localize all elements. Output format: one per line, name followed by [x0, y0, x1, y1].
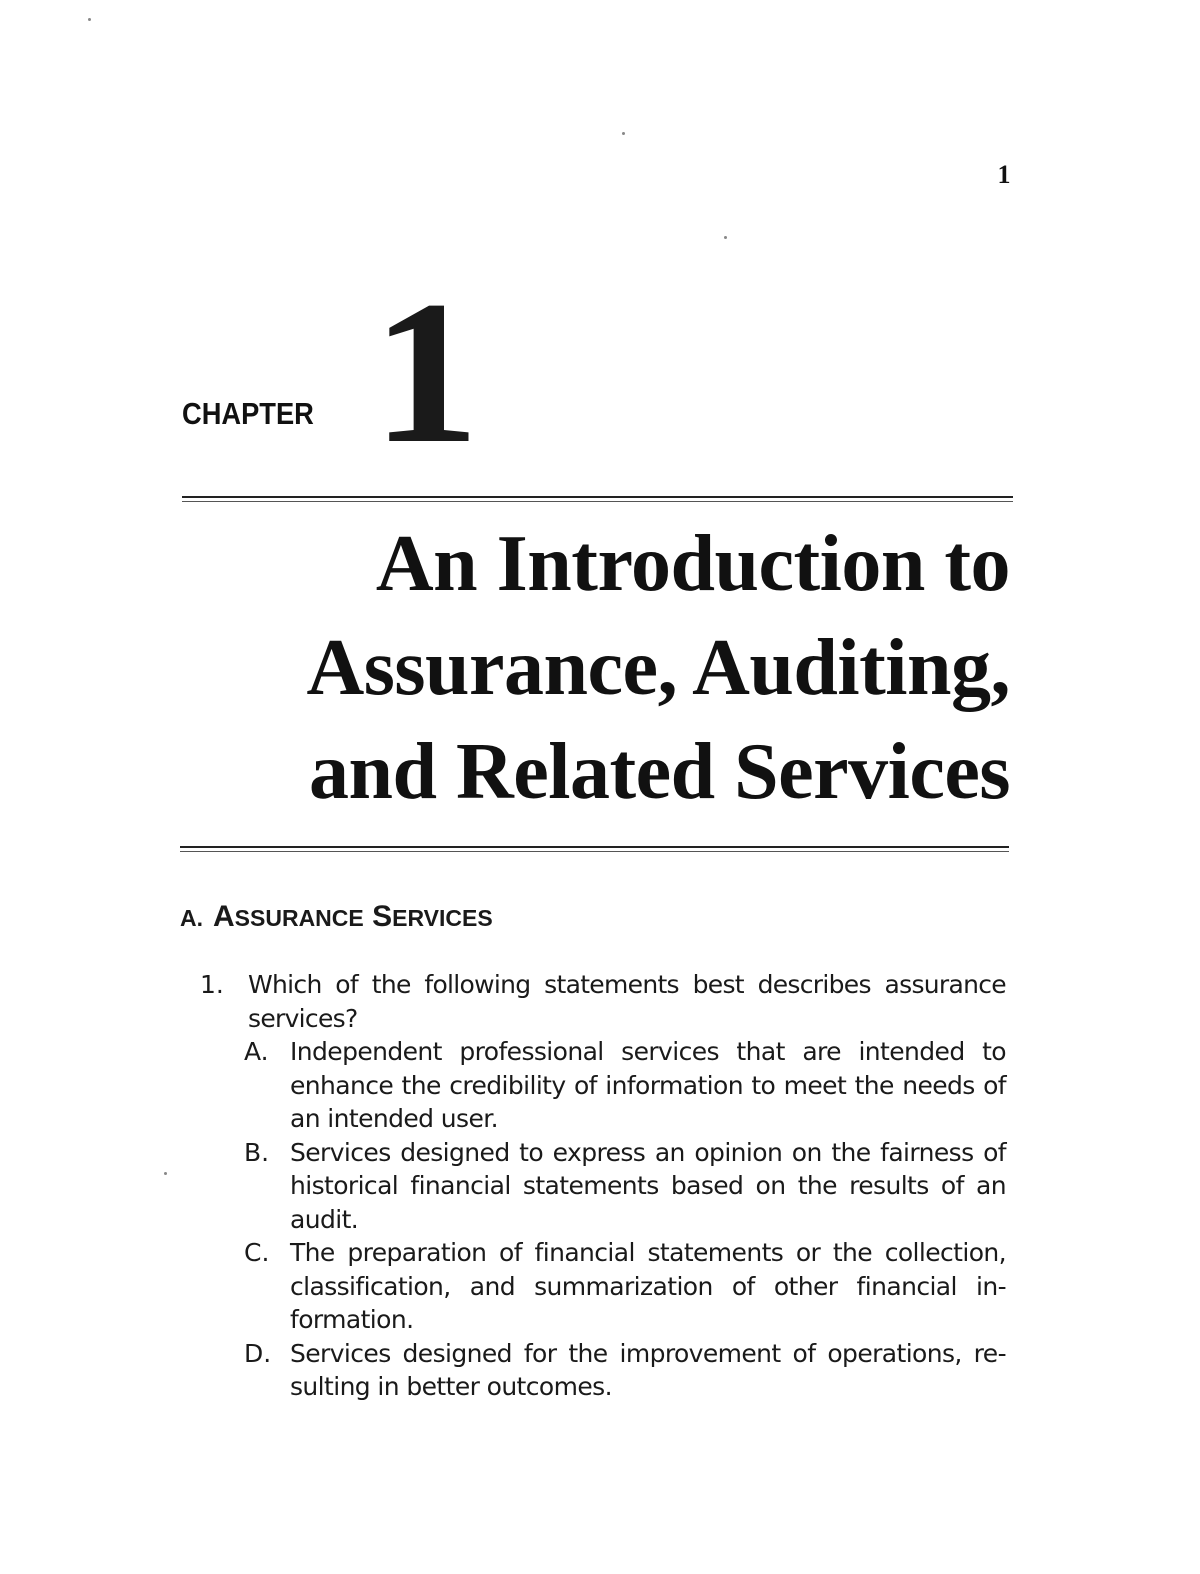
- option-b: [244, 1136, 1006, 1237]
- option-d: [244, 1337, 1006, 1404]
- scan-speck: [88, 18, 91, 21]
- chapter-label: CHAPTER: [182, 396, 314, 431]
- chapter-title-line: An Introduction to: [375, 520, 1010, 608]
- title-rule-bottom: [180, 846, 1009, 852]
- scan-speck: [724, 236, 727, 239]
- section-heading: [180, 900, 493, 934]
- answer-options: [244, 1035, 1006, 1404]
- title-rule-top: [182, 496, 1013, 502]
- option-letter: B.: [244, 1137, 270, 1167]
- option-letter: C.: [244, 1238, 270, 1267]
- option-letter-text: A.: [244, 1037, 269, 1066]
- question-text: Which of the following statements best describes assurance services?: [248, 970, 1006, 1033]
- section-title-rest: SSURANCE: [234, 905, 364, 931]
- page-number: 1: [997, 160, 1011, 189]
- option-c: [244, 1236, 1006, 1337]
- scan-speck: [622, 132, 625, 135]
- section-letter: A.: [180, 905, 203, 931]
- chapter-title: [170, 512, 1010, 824]
- chapter-title-line: Assurance, Auditing,: [306, 624, 1010, 712]
- option-text: The preparation of financial statements or the collection, classification, and summarization of other financial in-formation.: [290, 1238, 1006, 1334]
- option-letter: D.: [244, 1338, 272, 1368]
- section-title-initial: S: [372, 900, 393, 933]
- question: [200, 968, 1006, 1404]
- question-number: 1.: [200, 970, 224, 999]
- option-letter: [244, 1035, 290, 1136]
- question-stem: [200, 968, 1006, 1035]
- option-text: Independent professional services that are intended to enhance the credibility of information to meet the needs of an intended user.: [290, 1037, 1006, 1133]
- option-text: Services designed to express an opinion on the fairness of historical financial statements based on the results of an audit.: [290, 1137, 1006, 1234]
- chapter-title-line: and Related Services: [308, 728, 1010, 816]
- section-title-initial: A: [213, 900, 235, 933]
- chapter-number: 1: [372, 259, 480, 486]
- option-a: [244, 1035, 1006, 1136]
- scan-speck: [164, 1172, 167, 1175]
- option-text: Services designed for the improvement of operations, re-sulting in better outcomes.: [290, 1338, 1006, 1401]
- section-title-rest: ERVICES: [392, 905, 493, 931]
